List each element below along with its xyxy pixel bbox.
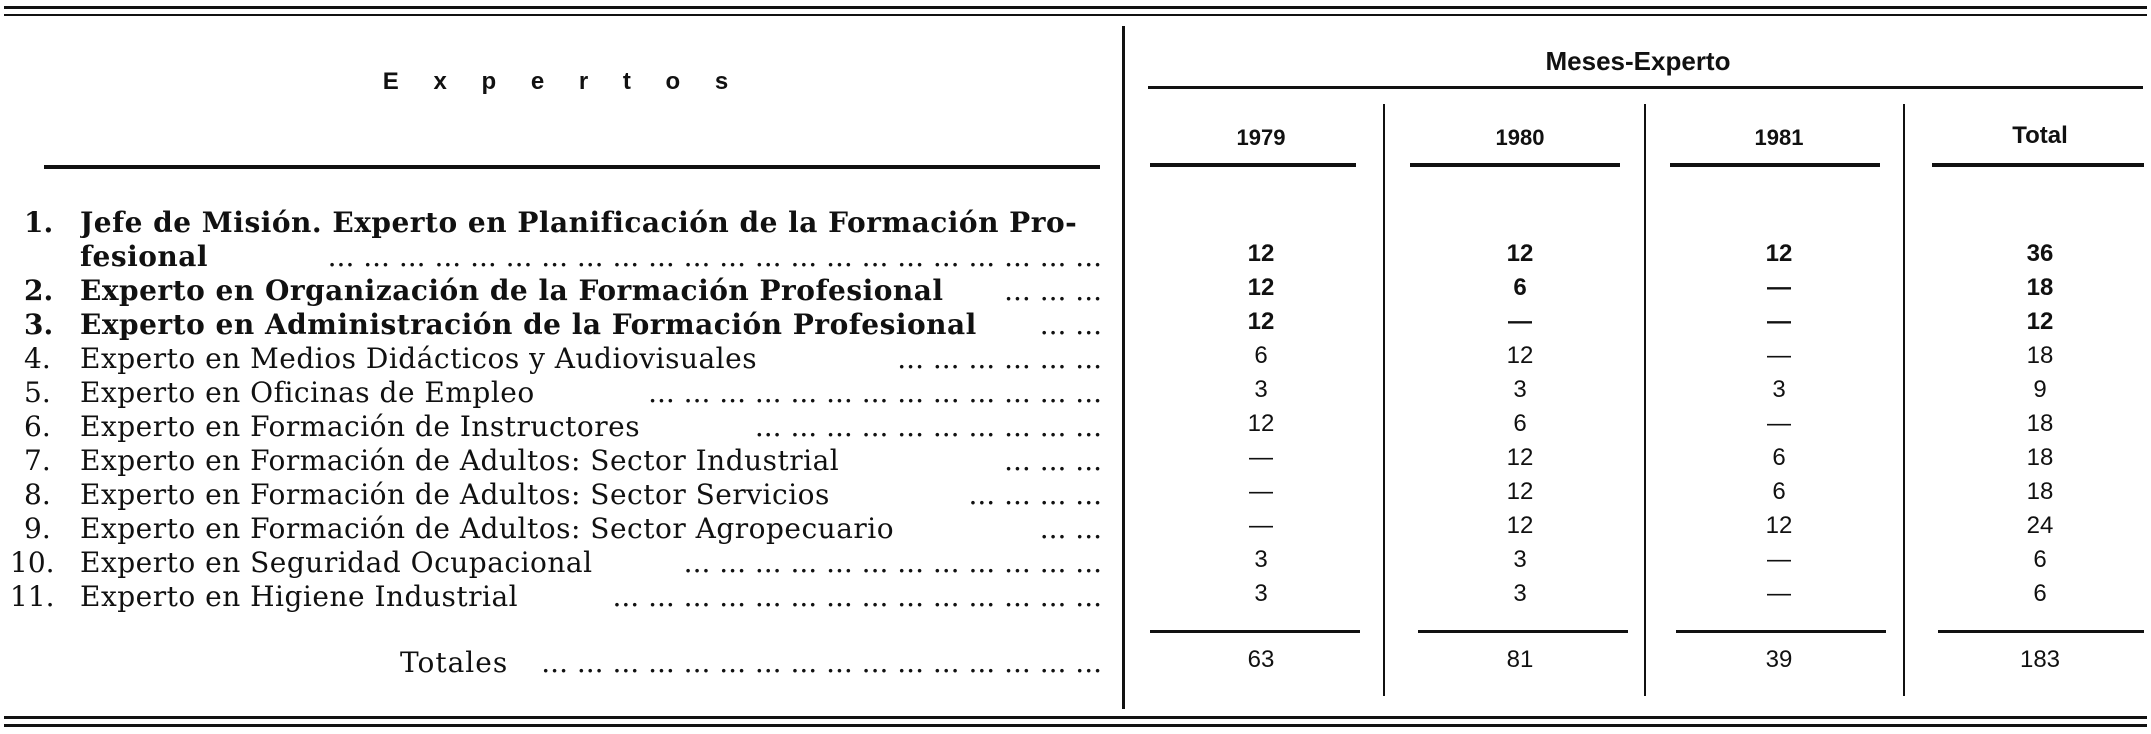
cell-total: 12 xyxy=(2026,308,2054,335)
leader-dots: ... ... ... ... ... ... ... ... ... ... ... ... xyxy=(683,546,1102,579)
year-header-1981: 1981 xyxy=(1754,125,1804,150)
totals-rule-3 xyxy=(1676,630,1886,633)
leader-dots: ... ... ... ... ... ... ... ... ... ... ... ... ... ... xyxy=(612,580,1102,613)
cell-total: 18 xyxy=(2026,410,2054,437)
cell-total: 36 xyxy=(2026,240,2054,267)
row-label: Experto en Higiene Industrial xyxy=(80,580,519,613)
row-label: Experto en Seguridad Ocupacional xyxy=(80,546,593,579)
row-label: Experto en Organización de la Formación Profesional xyxy=(80,274,944,307)
leader-dots: ... ... ... ... ... ... ... ... ... ... xyxy=(754,410,1102,443)
cell-total: 24 xyxy=(2026,512,2054,539)
months-underline xyxy=(1148,86,2143,89)
row-number: 5. xyxy=(24,376,51,409)
table-row xyxy=(0,478,2151,512)
cell-1979: — xyxy=(1249,478,1273,505)
cell-1979: 12 xyxy=(1247,410,1275,437)
experts-underline xyxy=(44,165,1100,169)
bottom-rule-1 xyxy=(4,716,2147,719)
cell-1979: 12 xyxy=(1247,240,1275,267)
row-label: Experto en Medios Didácticos y Audiovisuales xyxy=(80,342,758,375)
cell-1981: 6 xyxy=(1772,444,1786,471)
row-number: 10. xyxy=(10,546,55,579)
leader-dots: ... ... ... xyxy=(1004,444,1102,477)
top-rule-1 xyxy=(4,6,2147,9)
leader-dots: ... ... ... ... ... ... ... ... ... ... ... ... ... ... ... ... ... ... ... ... ... ... xyxy=(327,240,1102,273)
cell-1979: 6 xyxy=(1254,342,1268,369)
table-row xyxy=(0,546,2151,580)
total-1979: 63 xyxy=(1247,646,1275,673)
totals-rule-1 xyxy=(1150,630,1360,633)
cell-1980: 12 xyxy=(1506,444,1534,471)
cell-1980: 3 xyxy=(1513,376,1527,403)
total-1980: 81 xyxy=(1506,646,1534,673)
cell-1979: — xyxy=(1249,444,1273,471)
year-header-1980: 1980 xyxy=(1495,125,1545,150)
leader-dots: ... ... ... xyxy=(1004,274,1102,307)
table-row xyxy=(0,444,2151,478)
cell-1981: — xyxy=(1767,580,1791,607)
totals-row xyxy=(0,646,2151,680)
table-row xyxy=(0,308,2151,342)
cell-1980: 12 xyxy=(1506,478,1534,505)
leader-dots: ... ... xyxy=(1039,512,1102,545)
bottom-rule-2 xyxy=(4,724,2147,727)
totals-rule-2 xyxy=(1418,630,1628,633)
row-number: 7. xyxy=(24,444,51,477)
cell-1980: 3 xyxy=(1513,580,1527,607)
leader-dots: ... ... ... ... xyxy=(968,478,1102,511)
year-underline-3 xyxy=(1670,163,1880,167)
cell-1980: 6 xyxy=(1513,274,1527,301)
cell-1981: — xyxy=(1767,274,1791,301)
row-label: Experto en Formación de Adultos: Sector Agropecuario xyxy=(80,512,895,545)
row-label: Experto en Administración de la Formación Profesional xyxy=(80,308,977,341)
cell-1979: 12 xyxy=(1247,274,1275,301)
cell-1981: — xyxy=(1767,308,1791,335)
table-row xyxy=(0,342,2151,376)
row-number: 2. xyxy=(24,274,54,307)
row-number: 6. xyxy=(24,410,51,443)
row-number: 8. xyxy=(24,478,51,511)
cell-total: 6 xyxy=(2033,580,2047,607)
experts-header: E x p e r t o s xyxy=(382,68,743,95)
cell-1981: — xyxy=(1767,342,1791,369)
table-row xyxy=(0,512,2151,546)
table-row xyxy=(0,410,2151,444)
row-number: 3. xyxy=(24,308,54,341)
cell-1980: 12 xyxy=(1506,342,1534,369)
table-row xyxy=(0,240,2151,274)
leader-dots: ... ... ... ... ... ... ... ... ... ... ... ... ... xyxy=(648,376,1102,409)
year-header-total: Total xyxy=(2012,122,2068,149)
cell-1979: 3 xyxy=(1254,580,1268,607)
year-header-1979: 1979 xyxy=(1236,125,1286,150)
table-row xyxy=(0,580,2151,614)
cell-total: 18 xyxy=(2026,444,2054,471)
cell-1979: 3 xyxy=(1254,376,1268,403)
cell-1980: 12 xyxy=(1506,512,1534,539)
cell-1981: 12 xyxy=(1765,512,1793,539)
total-1981: 39 xyxy=(1765,646,1793,673)
row-number: 1. xyxy=(24,206,54,239)
cell-1979: — xyxy=(1249,512,1273,539)
cell-1980: 12 xyxy=(1506,240,1534,267)
totals-rule-4 xyxy=(1938,630,2144,633)
cell-total: 9 xyxy=(2033,376,2047,403)
year-underline-1 xyxy=(1150,163,1356,167)
cell-total: 18 xyxy=(2026,342,2054,369)
cell-total: 18 xyxy=(2026,478,2054,505)
cell-1981: 3 xyxy=(1772,376,1786,403)
row-number: 9. xyxy=(24,512,51,545)
row-label: Experto en Formación de Adultos: Sector Industrial xyxy=(80,444,840,477)
row-label: Jefe de Misión. Experto en Planificación de la Formación Pro- xyxy=(80,206,1078,239)
table-row xyxy=(0,274,2151,308)
cell-1981: — xyxy=(1767,410,1791,437)
cell-1979: 12 xyxy=(1247,308,1275,335)
cell-1980: 3 xyxy=(1513,546,1527,573)
cell-1981: 12 xyxy=(1765,240,1793,267)
cell-total: 18 xyxy=(2026,274,2054,301)
cell-1980: 6 xyxy=(1513,410,1527,437)
totals-label: Totales xyxy=(400,646,509,679)
total-total: 183 xyxy=(2019,646,2061,673)
row-number: 11. xyxy=(10,580,55,613)
year-underline-4 xyxy=(1932,163,2144,167)
row-number: 4. xyxy=(24,342,51,375)
row-label: Experto en Formación de Adultos: Sector Servicios xyxy=(80,478,830,511)
row-label: fesional xyxy=(80,240,209,273)
year-underline-2 xyxy=(1410,163,1620,167)
cell-1981: 6 xyxy=(1772,478,1786,505)
table-row xyxy=(0,376,2151,410)
table-row xyxy=(0,206,2151,240)
leader-dots: ... ... xyxy=(1039,308,1102,341)
top-rule-2 xyxy=(4,14,2147,16)
row-label: Experto en Formación de Instructores xyxy=(80,410,641,443)
cell-1981: — xyxy=(1767,546,1791,573)
row-label: Experto en Oficinas de Empleo xyxy=(80,376,535,409)
cell-1979: 3 xyxy=(1254,546,1268,573)
cell-total: 6 xyxy=(2033,546,2047,573)
months-header: Meses-Experto xyxy=(1545,46,1731,76)
leader-dots: ... ... ... ... ... ... xyxy=(897,342,1102,375)
cell-1980: — xyxy=(1508,308,1532,335)
leader-dots: ... ... ... ... ... ... ... ... ... ... ... ... ... ... ... ... xyxy=(541,646,1102,679)
